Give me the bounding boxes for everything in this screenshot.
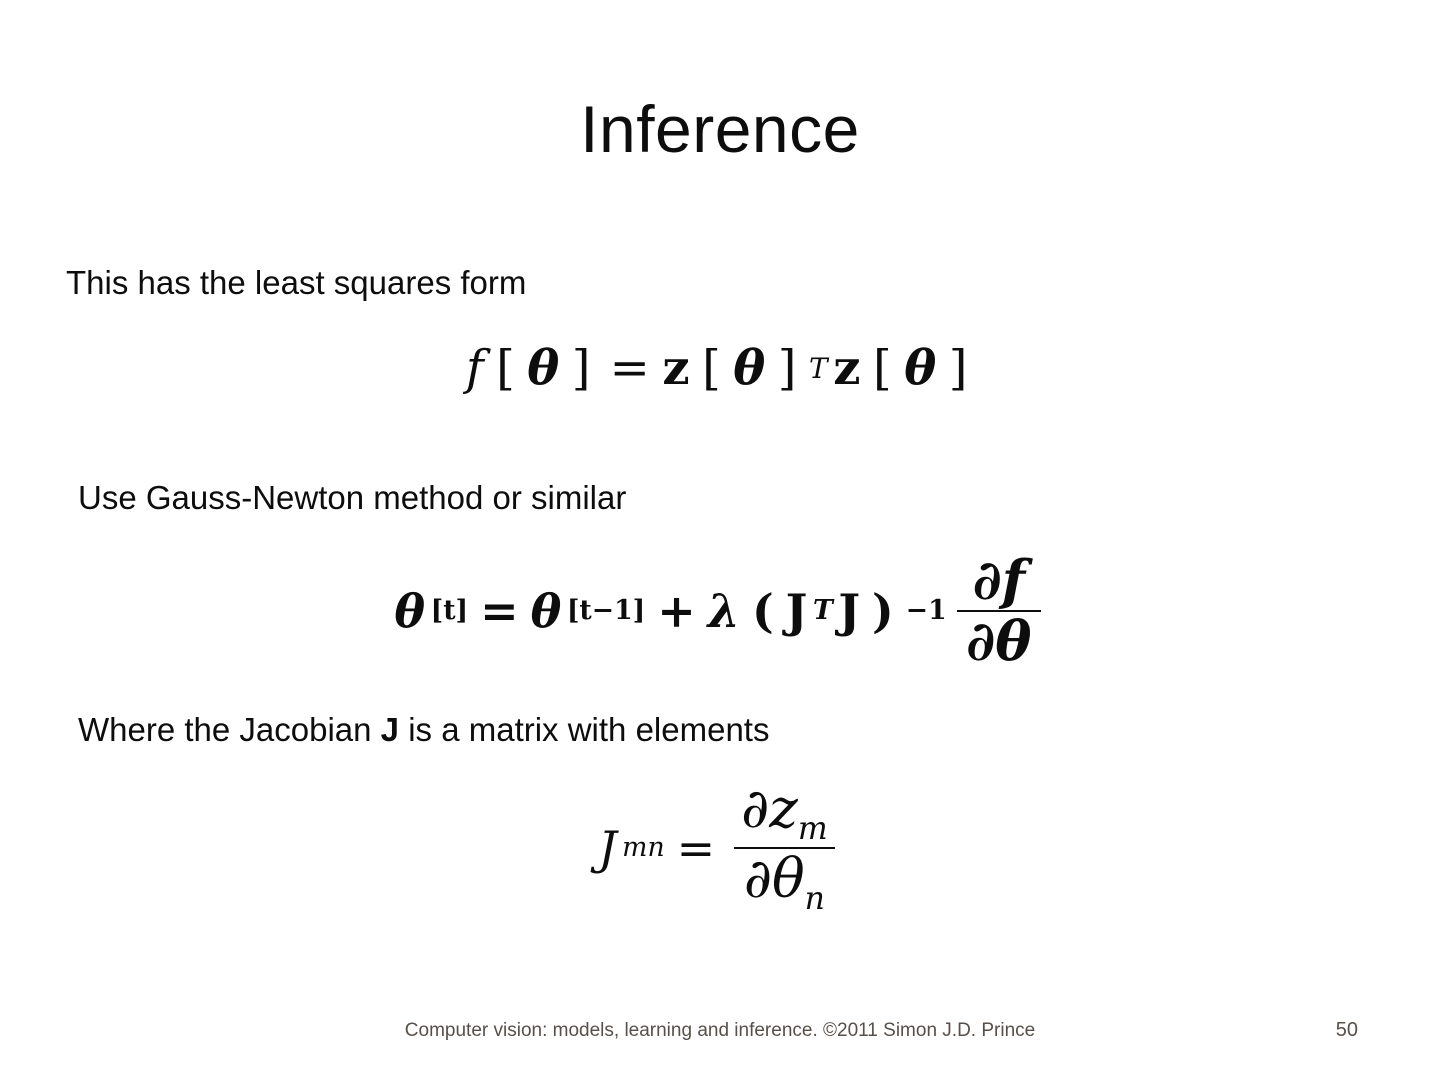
eq1-equals: = — [609, 340, 650, 396]
bullet-least-squares: This has the least squares form — [66, 264, 527, 301]
eq2-partial-derivative-fraction — [957, 548, 1042, 673]
eq3-z: z — [769, 777, 798, 840]
eq3-jacobian: J — [598, 820, 617, 875]
eq1-rbracket-3: ] — [948, 340, 968, 396]
bullet-jacobian-pre: Where the Jacobian — [78, 711, 381, 748]
eq2-lparen: ( — [751, 583, 774, 638]
bullet-jacobian-post: is a matrix with elements — [399, 711, 770, 748]
eq2-transpose: T — [812, 595, 833, 627]
eq1-lbracket-2: [ — [702, 340, 721, 396]
eq1-z-1: z — [662, 340, 690, 396]
eq2-inverse-exponent: −1 — [905, 595, 947, 627]
bullet-jacobian-symbol: J — [380, 711, 400, 748]
eq2-jacobian-1: J — [785, 583, 808, 638]
eq2-equals: = — [480, 583, 519, 638]
equation-gauss-newton-update — [0, 548, 1440, 673]
eq2-partial-denominator: ∂ — [966, 608, 996, 673]
bullet-jacobian — [78, 712, 769, 748]
equation-jacobian-elements — [0, 777, 1440, 917]
eq1-lbracket-3: [ — [873, 340, 892, 396]
eq2-jacobian-2: J — [838, 583, 861, 638]
eq3-partial-denominator: ∂ — [743, 846, 772, 910]
eq2-f: f — [1001, 548, 1026, 612]
eq1-transpose: T — [808, 351, 828, 385]
eq2-plus: + — [657, 583, 696, 638]
eq2-theta-denominator: θ — [995, 608, 1032, 673]
eq2-theta-2: θ — [530, 583, 562, 638]
eq2-theta-1: θ — [394, 583, 426, 638]
eq1-z-2: z — [833, 340, 861, 396]
eq3-subscript-mn: mn — [622, 832, 665, 864]
eq1-rbracket-1: ] — [571, 340, 591, 396]
page-title: Inference — [580, 92, 860, 166]
eq3-partial-numerator: ∂ — [741, 777, 770, 840]
eq1-theta-1: θ — [527, 340, 560, 396]
eq1-f: f — [465, 340, 484, 396]
eq1-theta-2: θ — [733, 340, 766, 396]
equation-least-squares-form — [0, 340, 1440, 396]
eq2-rparen: ) — [872, 583, 894, 638]
slide-footer: Computer vision: models, learning and inference. ©2011 Simon J.D. Prince — [404, 1020, 1036, 1041]
eq3-equals: = — [676, 820, 716, 875]
eq3-subscript-n: n — [804, 880, 825, 917]
eq1-theta-3: θ — [904, 340, 937, 396]
eq3-partial-derivative-fraction — [731, 777, 837, 917]
eq1-lbracket-1: [ — [496, 340, 515, 396]
eq2-superscript-t: [t] — [430, 595, 469, 627]
eq2-partial-numerator: ∂ — [972, 548, 1002, 612]
eq3-theta: θ — [772, 846, 805, 910]
bullet-gauss-newton: Use Gauss-Newton method or similar — [78, 479, 627, 516]
eq2-lambda: λ — [707, 583, 740, 638]
eq3-subscript-m: m — [797, 810, 828, 847]
page-number: 50 — [1335, 1019, 1358, 1041]
eq1-rbracket-2: ] — [777, 340, 797, 396]
eq2-superscript-t-minus-1: [t−1] — [566, 595, 646, 627]
